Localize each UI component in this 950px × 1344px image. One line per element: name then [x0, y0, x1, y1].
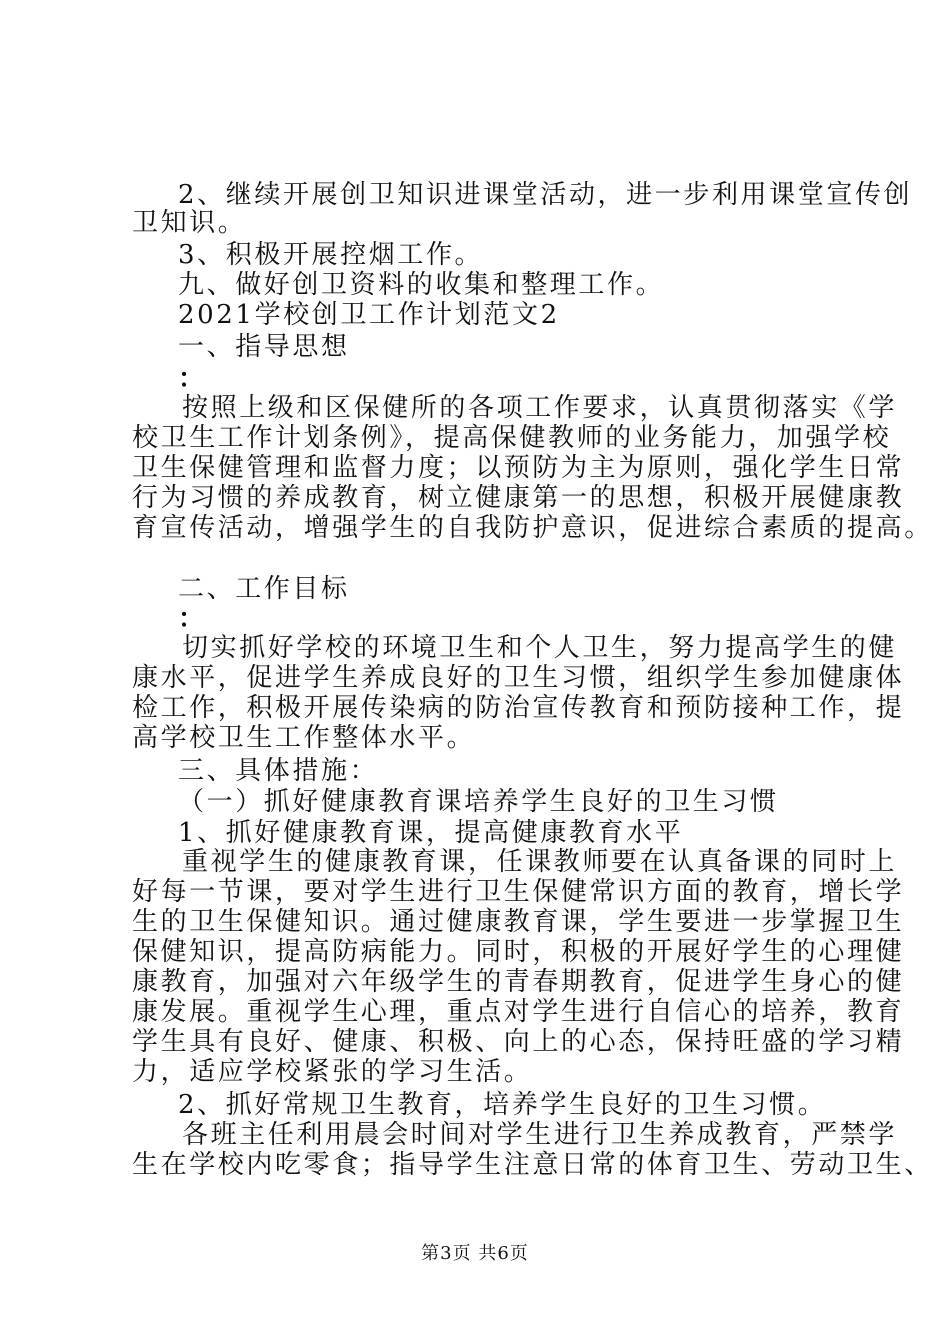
paragraph-line: 卫生保健管理和监督力度；以预防为主为原则，强化学生日常: [132, 453, 905, 483]
paragraph-line: 康发展。重视学生心理，重点对学生进行自信心的培养，教育: [132, 997, 905, 1027]
subsection-heading: （一）抓好健康教育课培养学生良好的卫生习惯: [178, 787, 779, 817]
paragraph-line: 切实抓好学校的环境卫生和个人卫生，努力提高学生的健: [182, 633, 898, 663]
paragraph-line: 2、继续开展创卫知识进课堂活动，进一步利用课堂宣传创: [178, 180, 913, 210]
paragraph-line: 生在学校内吃零食；指导学生注意日常的体育卫生、劳动卫生、: [132, 1150, 933, 1180]
item-heading: 2、抓好常规卫生教育，培养学生良好的卫生习惯。: [178, 1090, 827, 1120]
paragraph-line: 行为习惯的养成教育，树立健康第一的思想，积极开展健康教: [132, 483, 905, 513]
paragraph-line: 高学校卫生工作整体水平。: [132, 723, 476, 753]
section-heading: 三、具体措施：: [178, 756, 379, 786]
paragraph-line: 育宣传活动，增强学生的自我防护意识，促进综合素质的提高。: [132, 513, 933, 543]
paragraph-line: 康水平，促进学生养成良好的卫生习惯，组织学生参加健康体: [132, 663, 905, 693]
paragraph-line: 校卫生工作计划条例》，提高保健教师的业务能力，加强学校: [132, 423, 892, 453]
section-heading: 二、工作目标: [178, 574, 350, 604]
section-heading: 九、做好创卫资料的收集和整理工作。: [178, 270, 665, 300]
paragraph-line: 力，适应学校紧张的学习生活。: [132, 1057, 533, 1087]
paragraph-line: 按照上级和区保健所的各项工作要求，认真贯彻落实《学: [182, 393, 898, 423]
paragraph-line: 3、积极开展控烟工作。: [178, 240, 484, 270]
paragraph-line: 重视学生的健康教育课，任课教师要在认真备课的同时上: [182, 847, 898, 877]
colon-mark: ：: [178, 364, 207, 394]
paragraph-line: 生的卫生保健知识。通过健康教育课，学生要进一步掌握卫生: [132, 907, 905, 937]
item-heading: 1、抓好健康教育课，提高健康教育水平: [178, 818, 684, 848]
paragraph-line: 检工作，积极开展传染病的防治宣传教育和预防接种工作，提: [132, 693, 905, 723]
paragraph-line: 康教育，加强对六年级学生的青春期教育，促进学生身心的健: [132, 967, 905, 997]
colon-mark: ：: [178, 604, 207, 634]
document-subtitle: 2021学校创卫工作计划范文2: [178, 300, 560, 330]
paragraph-line: 学生具有良好、健康、积极、向上的心态，保持旺盛的学习精: [132, 1027, 905, 1057]
section-heading: 一、指导思想: [178, 332, 350, 362]
paragraph-line: 好每一节课，要对学生进行卫生保健常识方面的教育，增长学: [132, 877, 905, 907]
paragraph-line: 保健知识，提高防病能力。同时，积极的开展好学生的心理健: [132, 937, 905, 967]
paragraph-line: 各班主任利用晨会时间对学生进行卫生养成教育，严禁学: [182, 1120, 898, 1150]
paragraph-line: 卫知识。: [132, 208, 247, 238]
page-footer: 第3页 共6页: [421, 1243, 529, 1264]
